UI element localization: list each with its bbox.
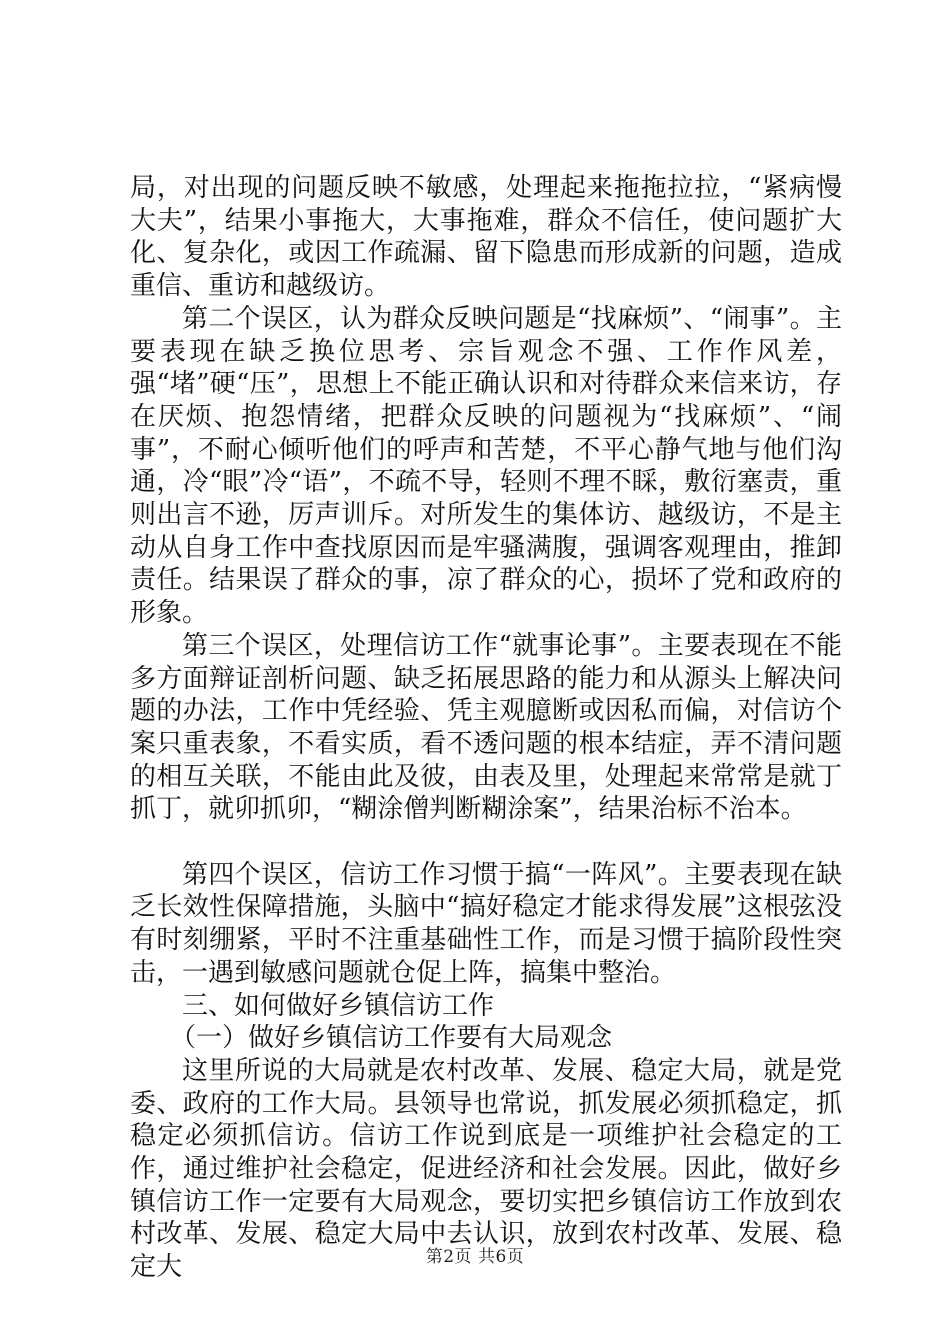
section-heading: 三、如何做好乡镇信访工作 [182,990,495,1021]
paragraph-overall-view: 这里所说的大局就是农村改革、发展、稳定大局，就是党委、政府的工作大局。县领导也常说，抓发展必须抓稳定，抓稳定必须抓信访。信访工作说到底是一项维护社会稳定的工作，通过维护社会稳定，促进经济和社会发展。因此，做好乡镇信访工作一定要有大局观念，要切实把乡镇信访工作放到农村改革、发展、稳定大局中去认识，放到农村改革、发展、稳定大 [130,1055,842,1283]
paragraph-fourth-misconception: 第四个误区，信访工作习惯于搞“一阵风”。主要表现在缺乏长效性保障措施，头脑中“搞好稳定才能求得发展”这根弦没有时刻绷紧，平时不注重基础性工作，而是习惯于搞阶段性突击，一遇到敏感问题就仓促上阵，搞集中整治。 [130,859,842,988]
subsection-heading: （一）做好乡镇信访工作要有大局观念 [170,1023,613,1054]
paragraph-third-misconception: 第三个误区，处理信访工作“就事论事”。主要表现在不能多方面辩证剖析问题、缺乏拓展思路的能力和从源头上解决问题的办法，工作中凭经验、凭主观臆断或因私而偏，对信访个案只重表象，不看实质，看不透问题的根本结症，弄不清问题的相互关联，不能由此及彼，由表及里，处理起来常常是就丁抓丁，就卯抓卯，“糊涂僧判断糊涂案”，结果治标不治本。 [130,630,842,825]
page-number-label: 第2页 共6页 [425,1247,525,1267]
document-body [130,172,842,1284]
page-footer [0,1242,950,1267]
paragraph-continuation: 局，对出现的问题反映不敏感，处理起来拖拖拉拉，“紧病慢大夫”，结果小事拖大，大事拖难，群众不信任，使问题扩大化、复杂化，或因工作疏漏、留下隐患而形成新的问题，造成重信、重访和越级访。 [130,173,842,302]
paragraph-second-misconception: 第二个误区，认为群众反映问题是“找麻烦”、“闹事”。主要表现在缺乏换位思考、宗旨观念不强、工作作风差，强“堵”硬“压”，思想上不能正确认识和对待群众来信来访，存在厌烦、抱怨情绪，把群众反映的问题视为“找麻烦”、“闹事”，不耐心倾听他们的呼声和苦楚，不平心静气地与他们沟通，冷“眼”冷“语”，不疏不导，轻则不理不睬，敷衍塞责，重则出言不逊，厉声训斥。对所发生的集体访、越级访，不是主动从自身工作中查找原因而是牢骚满腹，强调客观理由，推卸责任。结果误了群众的事，凉了群众的心，损坏了党和政府的形象。 [130,303,842,629]
